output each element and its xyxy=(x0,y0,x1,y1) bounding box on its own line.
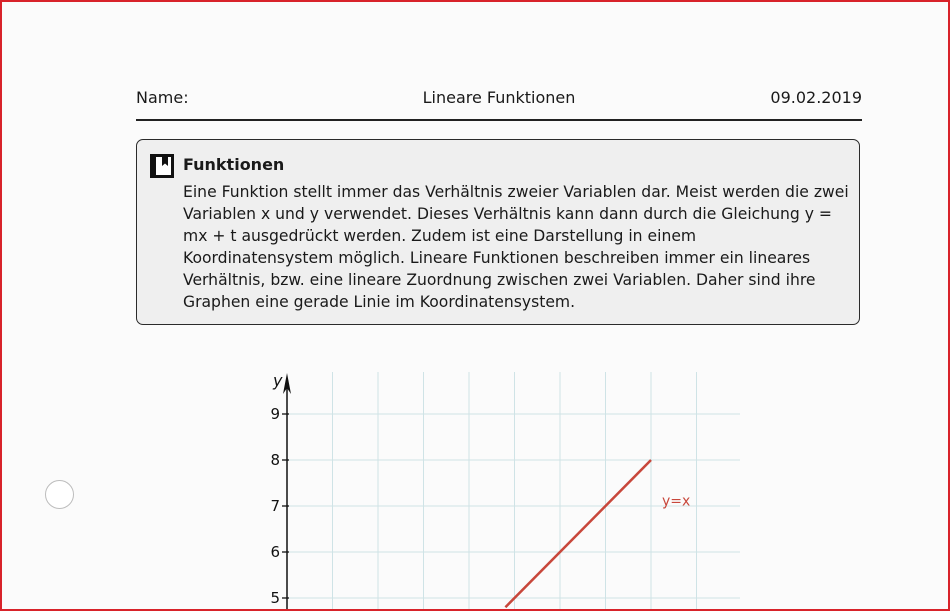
y-tick-label: 5 xyxy=(270,589,280,607)
y-tick-label: 9 xyxy=(270,405,280,423)
coordinate-plot xyxy=(2,2,948,609)
worksheet-title: Lineare Funktionen xyxy=(422,88,576,107)
name-label: Name: xyxy=(136,88,189,107)
y-tick-label: 8 xyxy=(270,451,280,469)
series-label: y=x xyxy=(662,493,691,510)
info-box-text: Eine Funktion stellt immer das Verhältnis zweier Variablen dar. Meist werden die zwei Variablen x und y verwendet. Dieses Verhältnis kann dann durch die Gleichung y = mx + t ausgedrückt werden. Zudem ist eine Darstellung in einem Koordinatensystem möglich. Lineare Funktionen beschreiben immer ein lineares Verhältnis, bzw. eine lineare Zuordnung zwischen zwei Variablen. Daher sind ihre Graphen eine gerade Linie im Koordinatensystem. xyxy=(183,183,849,311)
worksheet-date: 09.02.2019 xyxy=(770,88,862,107)
y-axis-label: y xyxy=(273,371,283,390)
info-box-title: Funktionen xyxy=(183,155,285,174)
y-tick-label: 6 xyxy=(270,543,280,561)
series-line xyxy=(505,460,651,607)
y-tick-label: 7 xyxy=(270,497,280,515)
